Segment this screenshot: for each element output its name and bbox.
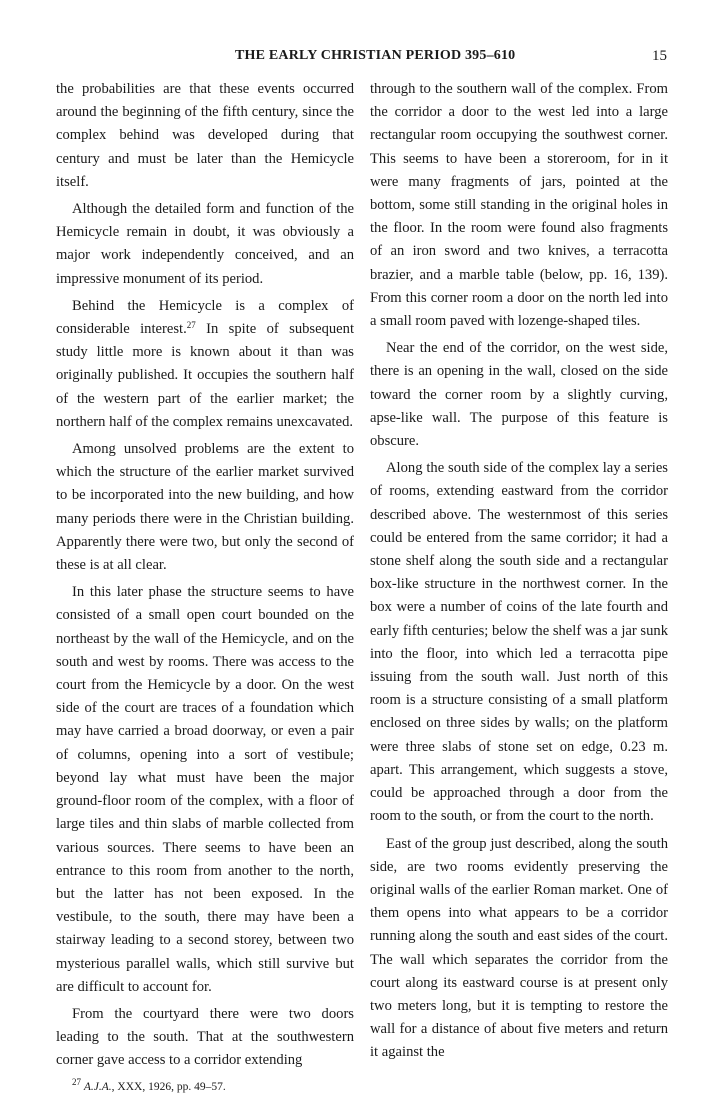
page-header [56,48,667,70]
page-number: 15 [652,48,667,64]
paragraph: East of the group just described, along the south side, are two rooms evidently preserving the original walls of the earlier Roman market. One of them opens into what appears to be a corridor running along the south and east sides of the court. The wall which separates the corridor from the court along its eastward course is at present only two meters long, but it is tempting to restore the wall for a distance of about five meters and return it against the [370,835,668,1061]
paragraph: the probabilities are that these events occurred around the beginning of the fifth century, since the complex behind was developed during that century and must be later than the Hemicycle itself. [56,81,354,190]
left-column [56,78,354,1095]
paragraph: In this later phase the structure seems to have consisted of a small open court bounded on the northeast by the wall of the Hemicycle, and on the south and west by rooms. There was access to the court from the Hemicycle by a door. On the west side of the court are traces of a foundation which may have carried a broad doorway, or even a pair of columns, opening into a sort of vestibule; beyond lay what must have been the major ground-floor room of the complex, with a floor of large tiles and thin slabs of marble collected from various sources. There seems to have been an entrance to this room from another to the north, but the latter has not been exposed. In the vestibule, to the south, there may have been a stairway leading to a second storey, between two mysterious parallel walls, which still survive but are difficult to account for. [56,584,354,995]
footnote-number: 27 [72,1076,81,1087]
paragraph: Among unsolved problems are the extent to which the structure of the earlier market survived to be incorporated into the new building, and how many periods there were in the Christian building. Apparently there were two, but only the second of these is at all clear. [56,441,354,574]
footnote-journal: A.J.A. [83,1080,112,1093]
footnote [56,1076,354,1095]
paragraph-text: In spite of subsequent study little more is known about it than was originally published. It occupies the southern half of the western part of the earlier market; the northern half of the complex remains unexcavated. [56,321,354,430]
paragraph: Along the south side of the complex lay a series of rooms, extending eastward from the corridor described above. The westernmost of this series could be entered from the same corridor; it had a stone shelf along the south side and a rectangular box-like structure in the northwest corner. In the box were a number of coins of the late fourth and early fifth centuries; below the shelf was a jar sunk into the floor, into which led a terracotta pipe issuing from the south wall. Just north of this room is a structure consisting of a small platform enclosed on three sides by walls; on the platform were three slabs of stone set on edge, 0.23 m. apart. This arrangement, which suggests a stove, could be approached through a door from the room to the south, or from the court to the north. [370,460,668,825]
paragraph: Near the end of the corridor, on the west side, there is an opening in the wall, closed on the side toward the corner room by a slightly curving, apse-like wall. The purpose of this feature is obscure. [370,340,668,450]
footnote-text: , XXX, 1926, pp. 49–57. [111,1080,226,1093]
paragraph: From the courtyard there were two doors leading to the south. That at the southwestern corner gave access to a corridor extending [56,1005,354,1069]
right-column [370,78,668,1065]
paragraph [56,295,354,434]
paragraph: through to the southern wall of the complex. From the corridor a door to the west led into a large rectangular room occupying the southwest corner. This seems to have been a storeroom, for in it were many fragments of jars, pointed at the bottom, some still standing in the original holes in the floor. In the room were found also fragments of an iron sword and two knives, a terracotta brazier, and a marble table (below, pp. 16, 139). From this corner room a door on the north led into a small room paved with lozenge-shaped tiles. [370,81,668,330]
footnote-reference: 27 [186,320,196,331]
paragraph-text: Behind the Hemicycle is a complex of considerable interest. [56,297,354,338]
running-title: THE EARLY CHRISTIAN PERIOD 395–610 [235,48,516,63]
paragraph: Although the detailed form and function of the Hemicycle remain in doubt, it was obviously a major work independently conceived, and an impressive monument of its period. [56,201,354,287]
